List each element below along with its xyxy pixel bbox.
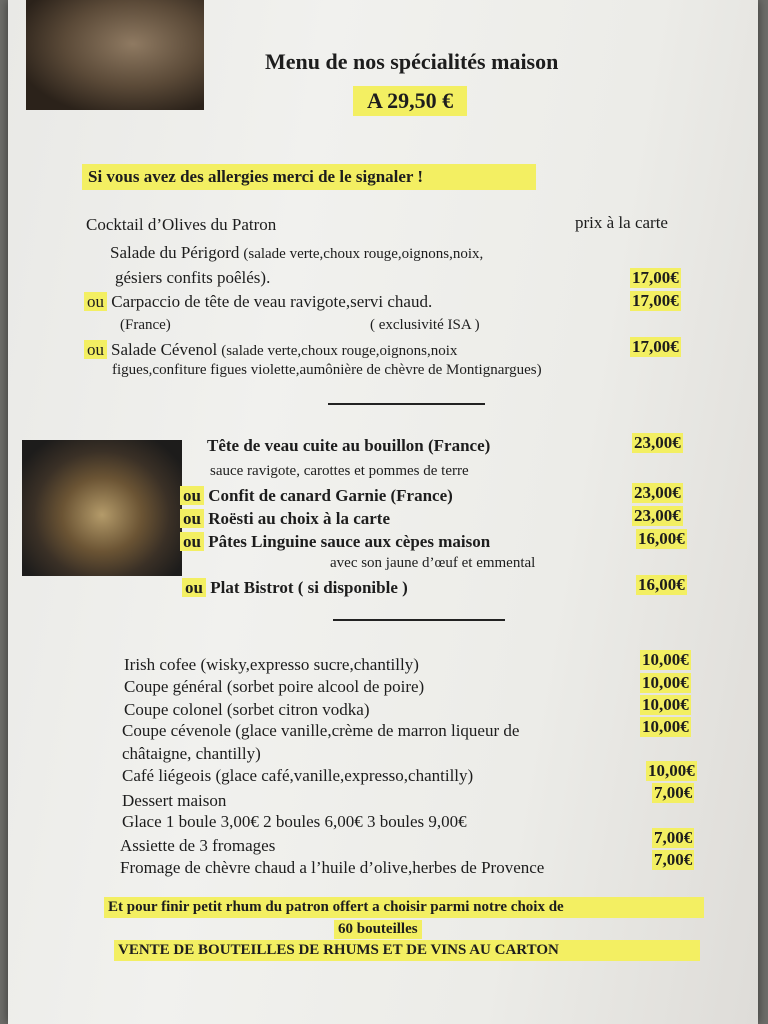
main-5: [182, 578, 408, 598]
allergy-notice: Si vous avez des allergies merci de le signaler !: [82, 164, 536, 190]
dessert-4-price: 10,00€: [642, 717, 689, 736]
dessert-8-price: 7,00€: [654, 828, 693, 847]
dessert-3-price: 10,00€: [642, 695, 689, 714]
starter-3: [84, 340, 457, 360]
dessert-9-price: 7,00€: [654, 850, 693, 869]
starter-2: [84, 292, 432, 312]
dessert-5-name: Café liégeois (glace café,vanille,expresso,chantilly): [122, 766, 474, 785]
starter-cocktail-price: prix à la carte: [575, 213, 668, 232]
dessert-6-name: Dessert maison: [122, 791, 227, 810]
starter-2-price: 17,00€: [632, 291, 679, 310]
starter-2-prefix: ou: [84, 292, 107, 311]
main-4-price: 16,00€: [638, 529, 685, 548]
footer-rum-count: 60 bouteilles: [334, 920, 422, 939]
starter-3-line2: figues,confiture figues violette,aumônière de chèvre de Montignargues): [112, 362, 542, 378]
footer-bottle-sale: VENTE DE BOUTEILLES DE RHUMS ET DE VINS AU CARTON: [114, 940, 700, 961]
divider-1: [328, 403, 485, 405]
main-4-desc: avec son jaune d’œuf et emmental: [330, 555, 536, 571]
main-3: [180, 509, 390, 529]
dessert-2-name: Coupe général (sorbet poire alcool de poire): [124, 677, 425, 696]
main-4: [180, 532, 490, 552]
main-3-name: Roësti au choix à la carte: [208, 509, 390, 528]
starter-3-price: 17,00€: [632, 337, 679, 356]
starter-1-desc: (salade verte,choux rouge,oignons,noix,: [243, 246, 484, 262]
dessert-9-name: Fromage de chèvre chaud a l’huile d’olive,herbes de Provence: [120, 858, 545, 877]
divider-2: [333, 619, 505, 621]
starter-2-note: ( exclusivité ISA ): [370, 317, 480, 333]
main-5-name: Plat Bistrot ( si disponible ): [210, 578, 408, 597]
dessert-1-name: Irish cofee (wisky,expresso sucre,chantilly): [124, 655, 419, 674]
dessert-3-name: Coupe colonel (sorbet citron vodka): [124, 700, 370, 719]
dessert-1-price: 10,00€: [642, 650, 689, 669]
main-3-price: 23,00€: [634, 506, 681, 525]
dessert-7-ice-cream: Glace 1 boule 3,00€ 2 boules 6,00€ 3 boules 9,00€: [122, 812, 467, 831]
starter-3-prefix: ou: [84, 340, 107, 359]
main-1-name: Tête de veau cuite au bouillon (France): [207, 436, 491, 455]
footer-rum-offer: Et pour finir petit rhum du patron offert a choisir parmi notre choix de: [104, 897, 704, 918]
starter-1-line2: gésiers confits poêlés).: [115, 268, 271, 287]
dessert-6-price: 7,00€: [654, 783, 693, 802]
main-2-price: 23,00€: [634, 483, 681, 502]
main-4-prefix: ou: [180, 532, 204, 551]
main-5-price: 16,00€: [638, 575, 685, 594]
main-5-prefix: ou: [182, 578, 206, 597]
starter-2-origin: (France): [120, 317, 171, 333]
dessert-8-name: Assiette de 3 fromages: [120, 836, 276, 855]
dish-photo: [22, 440, 182, 576]
starter-3-name: Salade Cévenol: [111, 340, 218, 359]
dessert-4-line1: Coupe cévenole (glace vanille,crème de marron liqueur de: [122, 721, 520, 740]
main-2: [180, 486, 453, 506]
main-2-prefix: ou: [180, 486, 204, 505]
main-4-name: Pâtes Linguine sauce aux cèpes maison: [208, 532, 491, 551]
dessert-2-price: 10,00€: [642, 673, 689, 692]
dessert-5-price: 10,00€: [648, 761, 695, 780]
starter-salade-perigord: [110, 243, 483, 263]
menu-price: A 29,50 €: [353, 86, 467, 116]
starter-1-name: Salade du Périgord: [110, 243, 240, 262]
starter-2-name: Carpaccio de tête de veau ravigote,servi chaud.: [111, 292, 433, 311]
main-1-price: 23,00€: [634, 433, 681, 452]
menu-title: Menu de nos spécialités maison: [265, 49, 559, 74]
dessert-4-line2: châtaigne, chantilly): [122, 744, 261, 763]
starter-1-price: 17,00€: [632, 268, 679, 287]
main-1-desc: sauce ravigote, carottes et pommes de terre: [210, 463, 469, 479]
starter-3-desc: (salade verte,choux rouge,oignons,noix: [221, 343, 458, 359]
starter-cocktail: Cocktail d’Olives du Patron: [86, 215, 277, 234]
main-3-prefix: ou: [180, 509, 204, 528]
main-2-name: Confit de canard Garnie (France): [208, 486, 453, 505]
escargot-dish-photo: [26, 0, 204, 110]
